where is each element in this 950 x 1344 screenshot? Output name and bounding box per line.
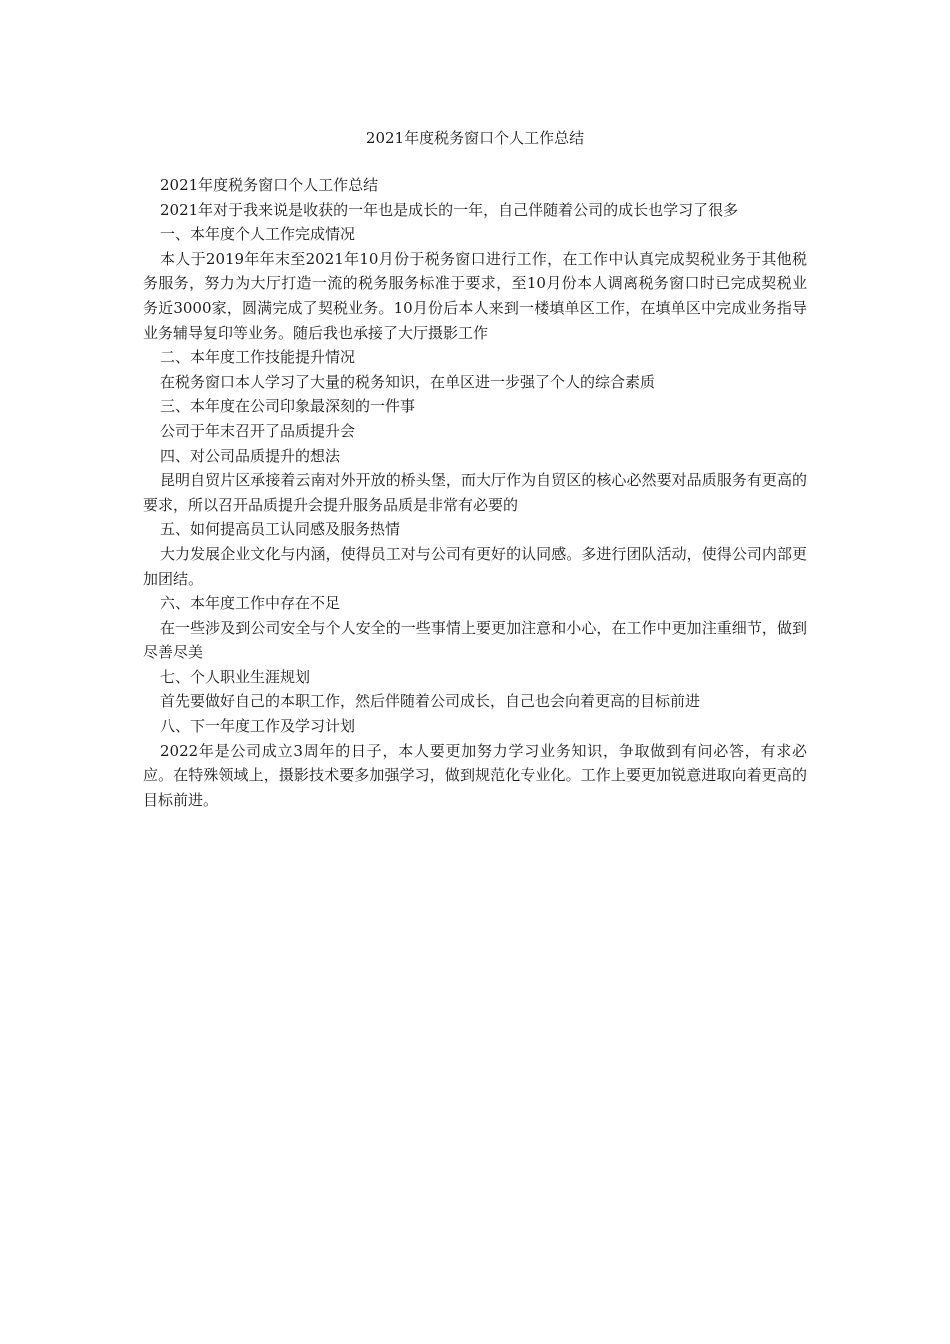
section-heading: 七、个人职业生涯规划 bbox=[160, 667, 311, 686]
document-body bbox=[143, 173, 807, 812]
section-heading: 五、如何提高员工认同感及服务热情 bbox=[160, 520, 401, 539]
body-paragraph: 首先要做好自己的本职工作，然后伴随着公司成长，自己也会向着更高的目标前进 bbox=[160, 692, 701, 711]
body-paragraph: 在税务窗口本人学习了大量的税务知识，在单区进一步强了个人的综合素质 bbox=[160, 372, 656, 391]
section-heading: 二、本年度工作技能提升情况 bbox=[160, 348, 356, 367]
section-heading: 八、下一年度工作及学习计划 bbox=[160, 717, 356, 736]
section-heading: 四、对公司品质提升的想法 bbox=[160, 446, 341, 465]
body-paragraph: 昆明自贸片区承接着云南对外开放的桥头堡，而大厅作为自贸区的核心必然要对品质服务有更高的要求，所以召开品质提升会提升服务品质是非常有必要的 bbox=[143, 471, 807, 514]
body-paragraph: 公司于年末召开了品质提升会 bbox=[160, 421, 356, 440]
body-paragraph: 2021年对于我来说是收获的一年也是成长的一年，自己伴随着公司的成长也学习了很多 bbox=[160, 200, 739, 219]
body-paragraph: 2022年是公司成立3周年的日子，本人要更加努力学习业务知识，争取做到有问必答，有求必应。在特殊领域上，摄影技术要多加强学习，做到规范化专业化。工作上要更加锐意进取向着更高的目标前进。 bbox=[143, 741, 807, 809]
section-heading: 六、本年度工作中存在不足 bbox=[160, 594, 341, 613]
section-heading: 三、本年度在公司印象最深刻的一件事 bbox=[160, 397, 416, 416]
section-heading: 一、本年度个人工作完成情况 bbox=[160, 225, 356, 244]
body-paragraph: 本人于2019年年末至2021年10月份于税务窗口进行工作，在工作中认真完成契税业务于其他税务服务，努力为大厅打造一流的税务服务标准于要求，至10月份本人调离税务窗口时已完成契税业务近3000家，圆满完成了契税业务。10月份后本人来到一楼填单区工作，在填单区中完成业务指导业务辅导复印等业务。随后我也承接了大厅摄影工作 bbox=[143, 249, 807, 342]
document-title: 2021年度税务窗口个人工作总结 bbox=[365, 129, 585, 147]
body-paragraph: 大力发展企业文化与内涵，使得员工对与公司有更好的认同感。多进行团队活动，使得公司内部更加团结。 bbox=[143, 544, 807, 588]
body-paragraph: 2021年度税务窗口个人工作总结 bbox=[160, 176, 379, 194]
body-paragraph: 在一些涉及到公司安全与个人安全的一些事情上要更加注意和小心，在工作中更加注重细节，做到尽善尽美 bbox=[143, 618, 807, 662]
